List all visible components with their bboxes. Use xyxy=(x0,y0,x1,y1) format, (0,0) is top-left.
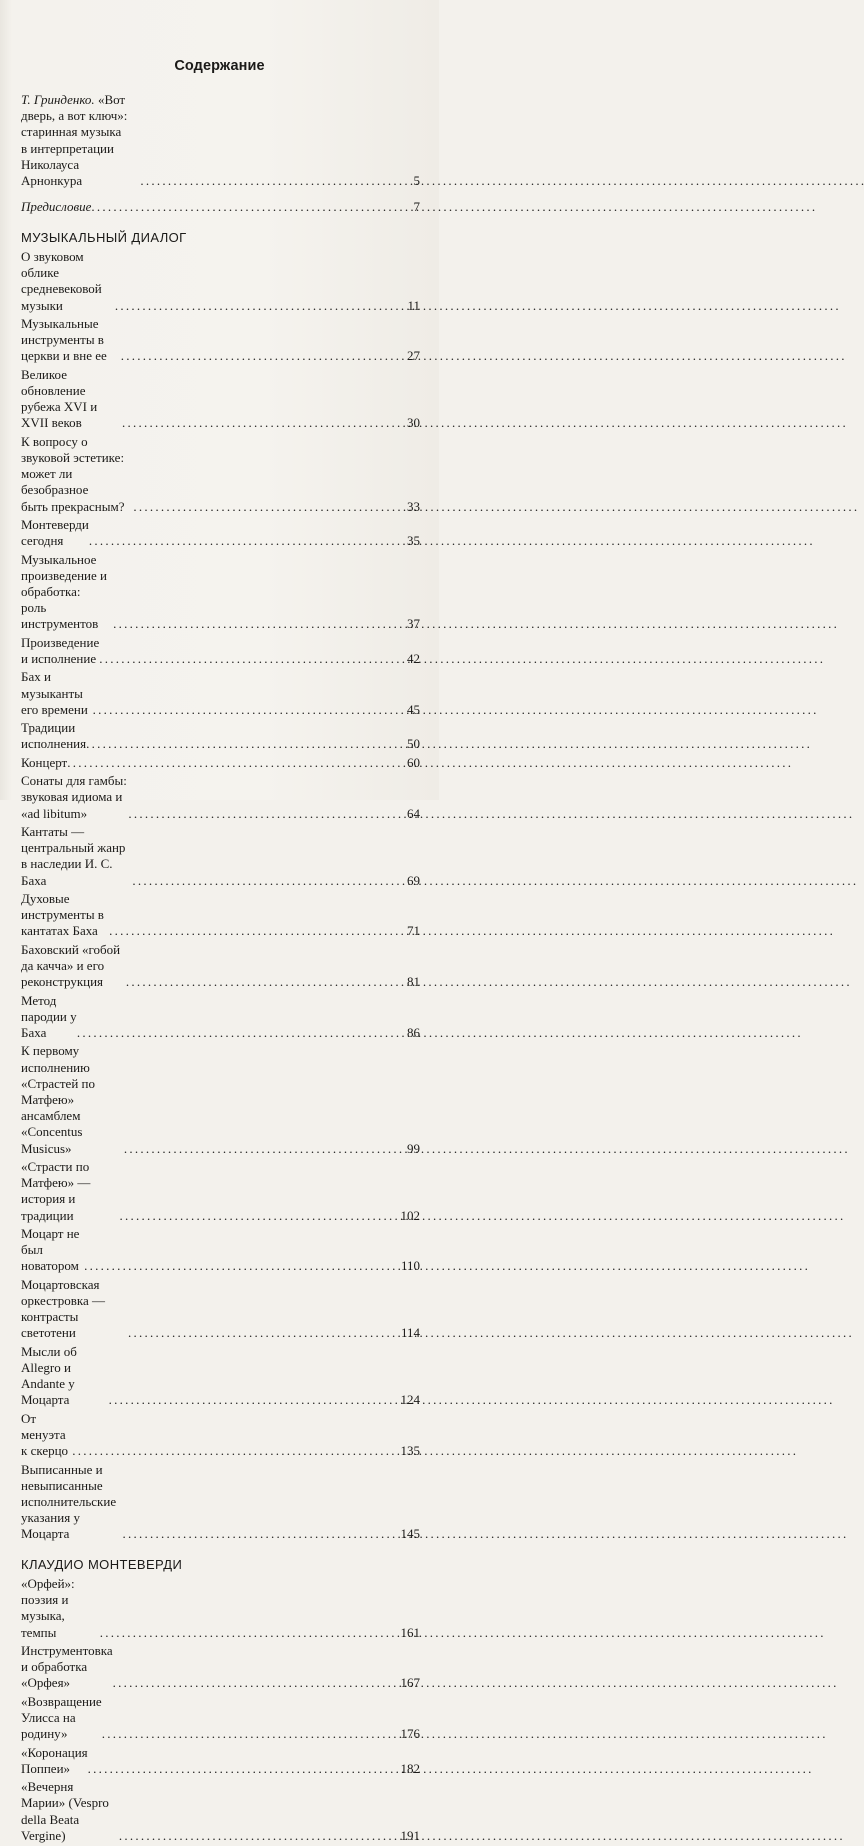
toc-entry xyxy=(21,92,420,189)
toc-entry xyxy=(21,993,420,1042)
toc-entry-title: Музыкальные инструменты в церкви и вне ее xyxy=(21,316,107,364)
toc-page-number: 99 xyxy=(407,1140,420,1156)
toc-entry-title: «Возвращение Улисса на родину» xyxy=(21,1693,102,1742)
toc-page-number: 114 xyxy=(400,1325,420,1341)
dot-leader xyxy=(91,199,412,215)
dot-leader xyxy=(89,533,406,549)
dot-leader xyxy=(128,1325,400,1341)
toc-entry xyxy=(21,755,420,771)
dot-leader xyxy=(88,1761,400,1777)
toc-entry xyxy=(21,891,420,940)
section-list xyxy=(21,249,420,1543)
toc-entry xyxy=(21,1159,420,1224)
dot-leader xyxy=(84,1258,400,1274)
toc-entry xyxy=(21,824,420,889)
toc-page-number: 124 xyxy=(400,1392,420,1408)
dot-leader xyxy=(102,1726,400,1742)
toc-entry xyxy=(21,635,420,667)
toc-entry xyxy=(21,517,420,549)
toc-page-number: 27 xyxy=(407,348,420,364)
toc-entry xyxy=(21,669,420,718)
dot-leader xyxy=(119,1208,399,1224)
dot-leader xyxy=(119,1828,400,1844)
toc-entry-title: Сонаты для гамбы: звуковая идиома и «ad libitum» xyxy=(21,773,127,821)
toc-entry xyxy=(21,720,420,752)
toc-page-number: 64 xyxy=(407,805,420,821)
toc-page-number: 110 xyxy=(400,1258,420,1274)
toc-page-number: 7 xyxy=(413,199,420,215)
dot-leader xyxy=(72,1443,399,1459)
dot-leader xyxy=(113,616,406,632)
toc-author: Т. Гринденко. xyxy=(21,92,95,107)
dot-leader xyxy=(140,173,412,189)
toc-entry xyxy=(21,1779,420,1844)
section-list xyxy=(21,1576,420,1844)
toc-entry-title: «Вечерня Марии» (Vespro della Beata Vergine) xyxy=(21,1779,109,1843)
toc-entry-title: Мысли об Allegro и Andante у Моцарта xyxy=(21,1343,77,1408)
toc-entry xyxy=(21,367,420,432)
toc-page-number: 11 xyxy=(407,297,420,313)
toc-page-number: 102 xyxy=(400,1207,420,1223)
dot-leader xyxy=(67,755,406,771)
toc-page-number: 135 xyxy=(400,1443,420,1459)
toc-entry-title: «Орфей»: поэзия и музыка, темпы xyxy=(21,1575,75,1640)
section-heading: МУЗЫКАЛЬНЫЙ ДИАЛОГ xyxy=(21,229,187,245)
dot-leader xyxy=(132,873,406,889)
toc-entry-title: «Вот дверь, а вот ключ»: старинная музыка в интерпретации Николауса Арнонкура xyxy=(21,92,128,189)
toc-entry xyxy=(21,1576,420,1641)
toc-page-number: 60 xyxy=(407,754,420,770)
toc-entry xyxy=(21,552,420,633)
dot-leader xyxy=(93,702,406,718)
toc-entry xyxy=(21,1643,420,1692)
toc-entry-title: Традиции исполнения xyxy=(21,720,87,752)
section-heading: КЛАУДИО МОНТЕВЕРДИ xyxy=(21,1556,183,1572)
toc-entry-title: Инструментовка и обработка «Орфея» xyxy=(21,1642,113,1691)
toc-entry xyxy=(21,249,420,314)
dot-leader xyxy=(122,1526,399,1542)
toc-page-number: 161 xyxy=(400,1624,420,1640)
toc-page-number: 191 xyxy=(400,1827,420,1843)
toc-entry-title: К вопросу о звуковой эстетике: может ли безобразное быть прекрасным? xyxy=(21,433,125,514)
toc-page-number: 35 xyxy=(407,533,420,549)
dot-leader xyxy=(124,1141,406,1157)
toc-entry-title: Выписанные и невыписанные исполнительские указания у Моцарта xyxy=(21,1461,117,1542)
dot-leader xyxy=(122,415,406,431)
toc-entry-title: Метод пародии у Баха xyxy=(21,992,77,1040)
toc-entry-title: Баховский «гобой да качча» и его реконструкция xyxy=(21,941,121,990)
toc-entry-title: От менуэта к скерцо xyxy=(21,1410,69,1459)
toc-entry xyxy=(21,773,420,822)
toc-entry xyxy=(21,1411,420,1460)
toc-entry-title: Великое обновление рубежа XVI и XVII веков xyxy=(21,366,98,431)
dot-leader xyxy=(121,348,406,364)
toc-entry-title: Бах и музыканты его времени xyxy=(21,669,88,717)
toc-entry xyxy=(21,199,420,215)
dot-leader xyxy=(99,651,406,667)
toc-entry-title: Произведение и исполнение xyxy=(21,634,100,666)
dot-leader xyxy=(77,1025,406,1041)
toc-entry-title: «Коронация Поппеи» xyxy=(21,1744,88,1776)
toc-entry-title: Духовые инструменты в кантатах Баха xyxy=(21,890,104,939)
toc-page-number: 30 xyxy=(407,415,420,431)
toc-entry-title: Моцартовская оркестровка — контрасты светотени xyxy=(21,1276,105,1341)
toc-entry-title: К первому исполнению «Страстей по Матфею» ансамблем «Concentus Musicus» xyxy=(21,1043,95,1156)
toc-entry xyxy=(21,434,420,515)
toc-page-number: 5 xyxy=(413,173,420,189)
dot-leader xyxy=(109,1392,400,1408)
toc-page-number: 69 xyxy=(407,872,420,888)
toc-page-number: 86 xyxy=(407,1024,420,1040)
toc-entry xyxy=(21,1226,420,1275)
dot-leader xyxy=(115,298,407,314)
dot-leader xyxy=(128,806,406,822)
toc-entry xyxy=(21,1745,420,1777)
toc-page-number: 37 xyxy=(407,616,420,632)
toc-entry-title: Кантаты — центральный жанр в наследии И. С. Баха xyxy=(21,823,126,888)
toc-entry-title: Монтеверди сегодня xyxy=(21,517,89,549)
toc-page-number: 145 xyxy=(400,1526,420,1542)
toc-page-number: 33 xyxy=(407,498,420,514)
toc-entry xyxy=(21,1344,420,1409)
table-of-contents xyxy=(21,92,420,1846)
toc-page-number: 182 xyxy=(400,1760,420,1776)
toc-entry xyxy=(21,1277,420,1342)
page-title: Содержание xyxy=(174,58,265,74)
dot-leader xyxy=(126,974,406,990)
toc-entry-title: «Страсти по Матфею» — история и традиции xyxy=(21,1158,91,1223)
toc-entry-title: Музыкальное произведение и обработка: роль инструментов xyxy=(21,551,107,632)
toc-page-number: 42 xyxy=(407,651,420,666)
toc-entry xyxy=(21,1043,420,1156)
toc-entry-title: О звуковом облике средневековой музыки xyxy=(21,249,102,313)
toc-page-number: 81 xyxy=(407,974,420,990)
toc-page-number: 71 xyxy=(407,923,420,939)
toc-page-number: 50 xyxy=(407,736,420,752)
toc-entry xyxy=(21,1694,420,1743)
dot-leader xyxy=(109,923,406,939)
dot-leader xyxy=(113,1675,400,1691)
toc-page-number: 45 xyxy=(407,701,420,717)
toc-page-number: 167 xyxy=(400,1675,420,1691)
toc-entry xyxy=(21,1462,420,1543)
dot-leader xyxy=(100,1625,400,1641)
dot-leader xyxy=(86,736,406,752)
toc-entry-title: Концерт xyxy=(21,754,68,770)
dot-leader xyxy=(133,499,406,515)
toc-page-number: 176 xyxy=(400,1726,420,1742)
toc-entry xyxy=(21,316,420,365)
toc-entry xyxy=(21,942,420,991)
toc-entry-title: Моцарт не был новатором xyxy=(21,1225,80,1274)
toc-entry-title: Предисловие xyxy=(21,199,92,215)
